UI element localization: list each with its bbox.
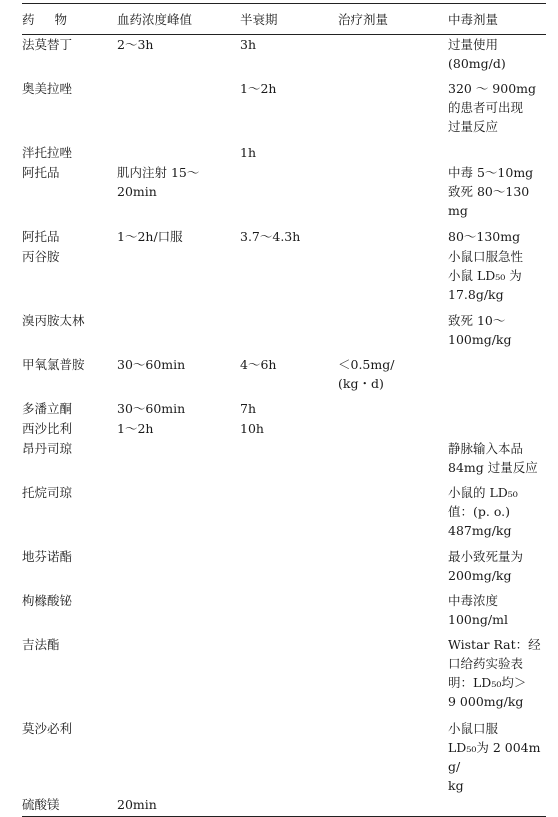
cell-therapeutic-dose (338, 591, 448, 635)
cell-drug-name: 甲氧氯普胺 (22, 356, 85, 372)
cell-half-life (240, 439, 338, 483)
cell-toxic-dose: 致死 10～ 100mg/kg (448, 312, 512, 347)
cell-toxic-dose: 小鼠口服急性 小鼠 LD₅₀ 为 17.8g/kg (448, 248, 524, 302)
cell-peak-concentration: 1～2h/口服 (117, 228, 183, 244)
cell-toxic-dose: 小鼠口服 LD₅₀为 2 004mg/ kg (448, 720, 541, 793)
cell-half-life (240, 311, 338, 355)
table-row (22, 399, 546, 419)
table-row (22, 547, 546, 591)
cell-therapeutic-dose (338, 483, 448, 547)
table-row (22, 635, 546, 719)
cell-half-life (240, 163, 338, 227)
cell-half-life: 10h (240, 420, 264, 436)
cell-half-life: 3.7～4.3h (240, 228, 301, 244)
cell-drug-name: 昂丹司琼 (22, 440, 73, 456)
cell-half-life (240, 635, 338, 719)
cell-drug-name: 多潘立酮 (22, 400, 73, 416)
cell-half-life (240, 591, 338, 635)
cell-half-life (240, 547, 338, 591)
table-row (22, 247, 546, 311)
cell-peak-concentration: 肌内注射 15～ 20min (117, 164, 200, 199)
table-row (22, 591, 546, 635)
cell-toxic-dose: 80～130mg (448, 228, 521, 244)
cell-therapeutic-dose: ＜0.5mg/ (kg・d) (338, 356, 395, 391)
cell-therapeutic-dose (338, 635, 448, 719)
cell-therapeutic-dose (338, 35, 448, 79)
cell-toxic-dose: Wistar Rat：经 口给药实验表 明：LD₅₀均＞ 9 000mg/kg (448, 636, 541, 709)
cell-peak-concentration (117, 247, 240, 311)
cell-peak-concentration (117, 79, 240, 143)
cell-peak-concentration (117, 439, 240, 483)
cell-drug-name: 法莫替丁 (22, 37, 73, 52)
cell-drug-name: 丙谷胺 (22, 248, 60, 264)
table-header (22, 4, 546, 35)
cell-drug-name: 阿托品 (22, 164, 60, 180)
cell-peak-concentration (117, 143, 240, 163)
cell-therapeutic-dose (338, 547, 448, 591)
cell-peak-concentration: 30～60min (117, 356, 186, 372)
cell-peak-concentration (117, 483, 240, 547)
cell-drug-name: 托烷司琼 (22, 484, 73, 500)
header-half-life: 半衰期 (240, 4, 338, 35)
header-peak-concentration: 血药浓度峰值 (117, 4, 240, 35)
table-row (22, 795, 546, 817)
cell-therapeutic-dose (338, 311, 448, 355)
table-row (22, 419, 546, 439)
cell-toxic-dose: 小鼠的 LD₅₀ 值：(p. o.) 487mg/kg (448, 484, 518, 538)
drug-toxicity-table (22, 3, 546, 817)
cell-therapeutic-dose (338, 419, 448, 439)
cell-drug-name: 奥美拉唑 (22, 80, 73, 96)
cell-half-life: 4～6h (240, 356, 277, 372)
cell-peak-concentration (117, 591, 240, 635)
cell-half-life: 3h (240, 37, 257, 52)
cell-half-life (240, 795, 338, 817)
cell-peak-concentration (117, 635, 240, 719)
cell-peak-concentration: 20min (117, 795, 240, 817)
table-body (22, 35, 546, 817)
cell-therapeutic-dose (338, 795, 448, 817)
cell-peak-concentration (117, 719, 240, 795)
cell-half-life: 7h (240, 400, 257, 416)
cell-therapeutic-dose (338, 399, 448, 419)
cell-toxic-dose: 最小致死量为 200mg/kg (448, 548, 524, 583)
header-row (22, 4, 546, 35)
cell-therapeutic-dose (338, 719, 448, 795)
cell-drug-name: 阿托品 (22, 228, 60, 244)
cell-toxic-dose: 中毒浓度 100ng/ml (448, 592, 508, 627)
cell-drug-name: 泮托拉唑 (22, 144, 73, 160)
table-row (22, 355, 546, 399)
cell-drug-name: 溴丙胺太林 (22, 312, 85, 328)
cell-drug-name: 吉法酯 (22, 636, 60, 652)
cell-therapeutic-dose (338, 79, 448, 143)
cell-half-life: 1～2h (240, 80, 277, 96)
cell-toxic-dose: 320 ～ 900mg 的患者可出现 过量反应 (448, 80, 537, 134)
cell-toxic-dose (448, 355, 546, 399)
cell-drug-name: 枸橼酸铋 (22, 592, 73, 608)
cell-peak-concentration: 30～60min (117, 400, 186, 416)
cell-toxic-dose (448, 399, 546, 419)
header-therapeutic-dose: 治疗剂量 (338, 4, 448, 35)
cell-therapeutic-dose (338, 439, 448, 483)
cell-therapeutic-dose (338, 227, 448, 247)
table-row (22, 719, 546, 795)
cell-peak-concentration: 1～2h (117, 420, 154, 436)
cell-drug-name: 地芬诺酯 (22, 548, 73, 564)
cell-therapeutic-dose (338, 143, 448, 163)
table-row (22, 79, 546, 143)
header-drug: 药物 (22, 4, 117, 35)
cell-half-life (240, 247, 338, 311)
cell-toxic-dose: 静脉输入本品 84mg 过量反应 (448, 440, 538, 475)
cell-half-life (240, 483, 338, 547)
cell-peak-concentration (117, 547, 240, 591)
header-toxic-dose: 中毒剂量 (448, 4, 546, 35)
table-row (22, 143, 546, 163)
table-row (22, 163, 546, 227)
cell-toxic-dose: 过量使用 (80mg/d) (448, 37, 506, 71)
cell-peak-concentration (117, 311, 240, 355)
cell-peak-concentration: 2～3h (117, 37, 154, 52)
cell-half-life (240, 719, 338, 795)
table-row (22, 227, 546, 247)
cell-drug-name: 莫沙必利 (22, 720, 73, 736)
cell-toxic-dose: 中毒 5～10mg 致死 80～130 mg (448, 164, 534, 218)
cell-toxic-dose (448, 795, 546, 817)
table-row (22, 439, 546, 483)
table-row (22, 483, 546, 547)
cell-toxic-dose (448, 143, 546, 163)
table-row (22, 35, 546, 79)
cell-therapeutic-dose (338, 247, 448, 311)
cell-therapeutic-dose (338, 163, 448, 227)
cell-drug-name: 西沙比利 (22, 420, 73, 436)
cell-drug-name: 硫酸镁 (22, 795, 117, 817)
cell-toxic-dose (448, 419, 546, 439)
cell-half-life: 1h (240, 144, 257, 160)
table-row (22, 311, 546, 355)
